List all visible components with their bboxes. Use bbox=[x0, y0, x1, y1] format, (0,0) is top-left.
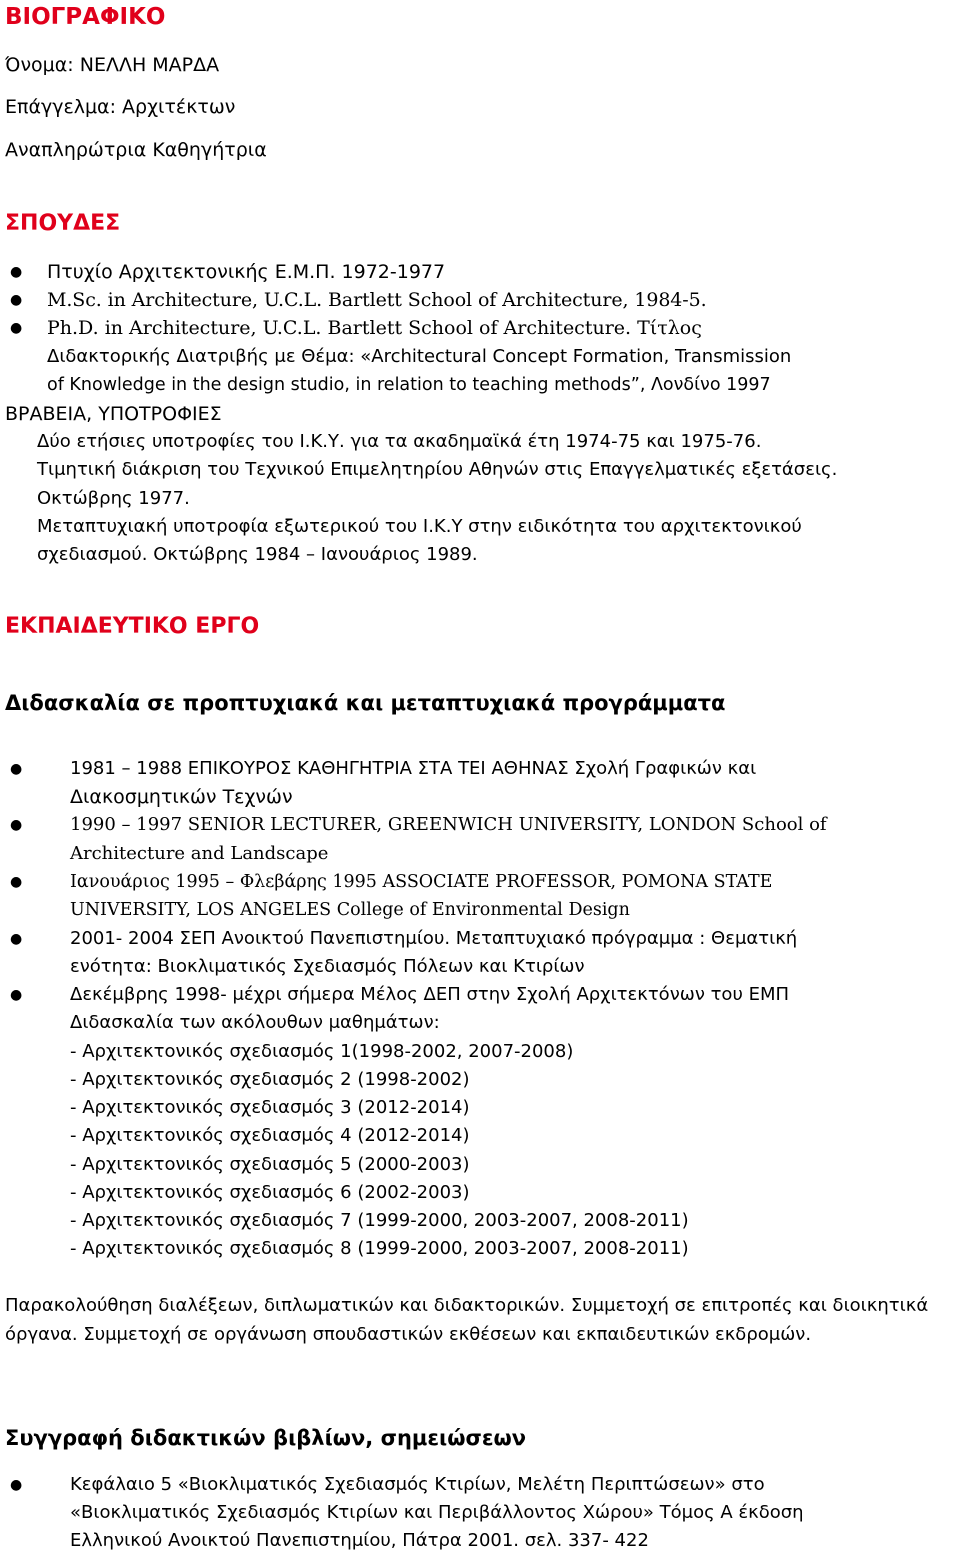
role-line: Αναπληρώτρια Καθηγήτρια bbox=[5, 139, 267, 161]
studies-item-3-line-3: of Knowledge in the design studio, in relation to teaching methods”, Λονδίνο 1997 bbox=[47, 375, 771, 395]
teaching-item-2-line-2: Architecture and Landscape bbox=[70, 843, 329, 864]
education-heading: ΕΚΠΑΙΔΕΥΤΙΚΟ ΕΡΓΟ bbox=[5, 614, 260, 639]
bullet-icon: ● bbox=[10, 987, 23, 1003]
bullet-icon: ● bbox=[10, 761, 23, 777]
awards-line-2: Τιμητική διάκριση του Τεχνικού Επιμελητηρίου Αθηνών στις Επαγγελματικές εξετάσεις. bbox=[37, 459, 838, 480]
bullet-icon: ● bbox=[10, 931, 23, 947]
studies-item-1: Πτυχίο Αρχιτεκτονικής Ε.Μ.Π. 1972-1977 bbox=[47, 261, 446, 283]
book-item-line-3: Ελληνικού Ανοικτού Πανεπιστημίου, Πάτρα 2001. σελ. 337- 422 bbox=[70, 1530, 649, 1551]
teaching-item-1-line-2: Διακοσμητικών Τεχνών bbox=[70, 786, 293, 808]
book-item-line-1: Κεφάλαιο 5 «Βιοκλιματικός Σχεδιασμός Κτιρίων, Μελέτη Περιπτώσεων» στο bbox=[70, 1474, 765, 1495]
awards-line-1: Δύο ετήσιες υποτροφίες του Ι.Κ.Υ. για τα ακαδημαϊκά έτη 1974-75 και 1975-76. bbox=[37, 431, 762, 452]
awards-line-5: σχεδιασμού. Οκτώβρης 1984 – Ιανουάριος 1989. bbox=[37, 544, 478, 565]
books-heading: Συγγραφή διδακτικών βιβλίων, σημειώσεων bbox=[5, 1426, 527, 1450]
course-item: - Αρχιτεκτονικός σχεδιασμός 5 (2000-2003) bbox=[70, 1154, 470, 1175]
name-line: Όνομα: ΝΕΛΛΗ ΜΑΡΔΑ bbox=[5, 54, 220, 76]
book-item-line-2: «Βιοκλιματικός Σχεδιασμός Κτιρίων και Περιβάλλοντος Χώρου» Τόμος Α έκδοση bbox=[70, 1502, 804, 1523]
teaching-item-4-line-2: ενότητα: Βιοκλιματικός Σχεδιασμός Πόλεων και Κτιρίων bbox=[70, 956, 585, 977]
bullet-icon: ● bbox=[10, 817, 23, 833]
teaching-subheading: Διδασκαλία σε προπτυχιακά και μεταπτυχιακά προγράμματα bbox=[5, 691, 726, 715]
course-item: - Αρχιτεκτονικός σχεδιασμός 3 (2012-2014) bbox=[70, 1097, 470, 1118]
studies-item-3-line-2: Διδακτορικής Διατριβής με Θέμα: «Architectural Concept Formation, Transmission bbox=[47, 346, 792, 367]
teaching-item-1-line-1: 1981 – 1988 ΕΠΙΚΟΥΡΟΣ ΚΑΘΗΓΗΤΡΙΑ ΣΤΑ ΤΕΙ ΑΘΗΝΑΣ Σχολή Γραφικών και bbox=[70, 758, 757, 779]
teaching-item-4-line-1: 2001- 2004 ΣΕΠ Ανοικτού Πανεπιστημίου. Μεταπτυχιακό πρόγραμμα : Θεματική bbox=[70, 928, 798, 949]
bullet-icon: ● bbox=[10, 292, 23, 308]
bullet-icon: ● bbox=[10, 320, 23, 336]
bullet-icon: ● bbox=[10, 1477, 23, 1493]
course-item: - Αρχιτεκτονικός σχεδιασμός 6 (2002-2003) bbox=[70, 1182, 470, 1203]
course-item: - Αρχιτεκτονικός σχεδιασμός 8 (1999-2000, 2003-2007, 2008-2011) bbox=[70, 1238, 689, 1259]
studies-item-2: M.Sc. in Architecture, U.C.L. Bartlett School of Architecture, 1984-5. bbox=[47, 289, 707, 311]
course-item: - Αρχιτεκτονικός σχεδιασμός 1(1998-2002, 2007-2008) bbox=[70, 1041, 574, 1062]
course-item: - Αρχιτεκτονικός σχεδιασμός 2 (1998-2002) bbox=[70, 1069, 470, 1090]
profession-line: Επάγγελμα: Αρχιτέκτων bbox=[5, 96, 236, 118]
bullet-icon: ● bbox=[10, 874, 23, 890]
activities-paragraph: Παρακολούθηση διαλέξεων, διπλωματικών και διδακτορικών. Συμμετοχή σε επιτροπές και διοικητικά όργανα. Συμμετοχή σε οργάνωση σπουδαστικών εκθέσεων και εκπαιδευτικών εκδρομών. bbox=[5, 1295, 929, 1345]
teaching-item-5-line-1: Δεκέμβρης 1998- μέχρι σήμερα Μέλος ΔΕΠ στην Σχολή Αρχιτεκτόνων του ΕΜΠ bbox=[70, 984, 790, 1005]
studies-item-3-line-1: Ph.D. in Architecture, U.C.L. Bartlett School of Architecture. Τίτλος bbox=[47, 317, 702, 339]
document-title: ΒΙΟΓΡΑΦΙΚΟ bbox=[5, 4, 166, 30]
awards-line-4: Μεταπτυχιακή υποτροφία εξωτερικού του Ι.Κ.Υ στην ειδικότητα του αρχιτεκτονικού bbox=[37, 516, 802, 537]
awards-heading: ΒΡΑΒΕΙΑ, ΥΠΟΤΡΟΦΙΕΣ bbox=[5, 403, 222, 425]
teaching-item-3-line-1: Ιανουάριος 1995 – Φλεβάρης 1995 ASSOCIATE PROFESSOR, POMONA STATE bbox=[70, 872, 773, 892]
teaching-item-3-line-2: UNIVERSITY, LOS ANGELES College of Environmental Design bbox=[70, 900, 630, 920]
studies-heading: ΣΠΟΥΔΕΣ bbox=[5, 211, 121, 236]
course-item: - Αρχιτεκτονικός σχεδιασμός 7 (1999-2000, 2003-2007, 2008-2011) bbox=[70, 1210, 689, 1231]
teaching-item-5-line-2: Διδασκαλία των ακόλουθων μαθημάτων: bbox=[70, 1012, 440, 1033]
teaching-item-2-line-1: 1990 – 1997 SENIOR LECTURER, GREENWICH UNIVERSITY, LONDON School of bbox=[70, 814, 827, 835]
awards-line-3: Οκτώβρης 1977. bbox=[37, 488, 190, 509]
course-item: - Αρχιτεκτονικός σχεδιασμός 4 (2012-2014) bbox=[70, 1125, 470, 1146]
bullet-icon: ● bbox=[10, 264, 23, 280]
